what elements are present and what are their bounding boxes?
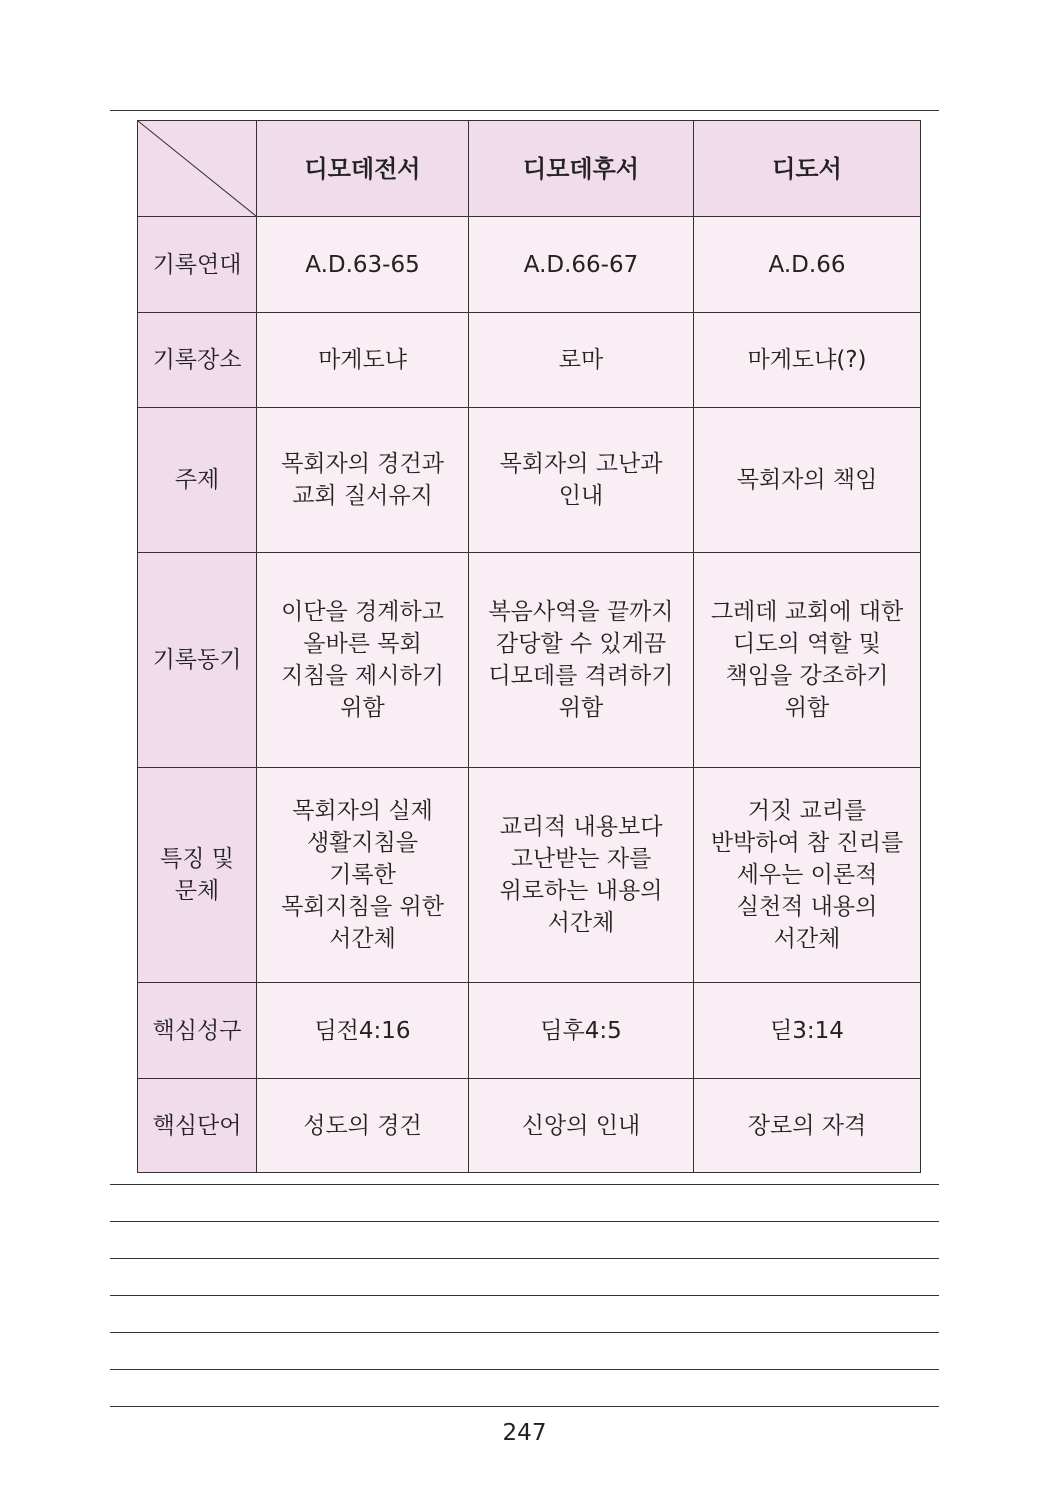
- table-cell: 그레데 교회에 대한 디도의 역할 및 책임을 강조하기 위함: [694, 553, 921, 768]
- table-cell: 성도의 경건: [257, 1079, 469, 1173]
- table-cell: A.D.66: [694, 217, 921, 313]
- table-row: [138, 553, 921, 768]
- diagonal-divider: [138, 121, 256, 216]
- header-row: [138, 121, 921, 217]
- table-row: [138, 217, 921, 313]
- table-cell: A.D.63-65: [257, 217, 469, 313]
- note-line: [110, 1406, 939, 1407]
- table-cell: 신앙의 인내: [469, 1079, 694, 1173]
- top-rule: [110, 110, 939, 111]
- note-line: [110, 1221, 939, 1222]
- row-label: 핵심성구: [138, 983, 257, 1079]
- row-label: 기록연대: [138, 217, 257, 313]
- table-cell: 장로의 자격: [694, 1079, 921, 1173]
- row-label: 주제: [138, 408, 257, 553]
- note-line: [110, 1332, 939, 1333]
- row-label: 기록동기: [138, 553, 257, 768]
- table-cell: 딛3:14: [694, 983, 921, 1079]
- row-label: 핵심단어: [138, 1079, 257, 1173]
- table-cell: 딤후4:5: [469, 983, 694, 1079]
- table-row: [138, 313, 921, 408]
- note-line: [110, 1184, 939, 1185]
- corner-cell: [138, 121, 257, 217]
- comparison-table: [137, 120, 921, 1173]
- table-cell: 로마: [469, 313, 694, 408]
- table-cell: 목회자의 실제 생활지침을 기록한 목회지침을 위한 서간체: [257, 768, 469, 983]
- note-line: [110, 1295, 939, 1296]
- table-cell: 복음사역을 끝까지 감당할 수 있게끔 디모데를 격려하기 위함: [469, 553, 694, 768]
- table-cell: 이단을 경계하고 올바른 목회 지침을 제시하기 위함: [257, 553, 469, 768]
- table-row: [138, 768, 921, 983]
- table-cell: 마게도냐(?): [694, 313, 921, 408]
- table-cell: 거짓 교리를 반박하여 참 진리를 세우는 이론적 실천적 내용의 서간체: [694, 768, 921, 983]
- table-row: [138, 408, 921, 553]
- table-cell: 마게도냐: [257, 313, 469, 408]
- header-cell: 디도서: [694, 121, 921, 217]
- table-row: [138, 983, 921, 1079]
- header-cell: 디모데후서: [469, 121, 694, 217]
- row-label: 특징 및 문체: [138, 768, 257, 983]
- note-line: [110, 1258, 939, 1259]
- table-cell: 목회자의 책임: [694, 408, 921, 553]
- header-cell: 디모데전서: [257, 121, 469, 217]
- table-cell: 목회자의 경건과 교회 질서유지: [257, 408, 469, 553]
- table-cell: 딤전4:16: [257, 983, 469, 1079]
- table-cell: 목회자의 고난과 인내: [469, 408, 694, 553]
- table-cell: A.D.66-67: [469, 217, 694, 313]
- note-line: [110, 1369, 939, 1370]
- row-label: 기록장소: [138, 313, 257, 408]
- table-row: [138, 1079, 921, 1173]
- page-number: 247: [502, 1420, 547, 1446]
- table-cell: 교리적 내용보다 고난받는 자를 위로하는 내용의 서간체: [469, 768, 694, 983]
